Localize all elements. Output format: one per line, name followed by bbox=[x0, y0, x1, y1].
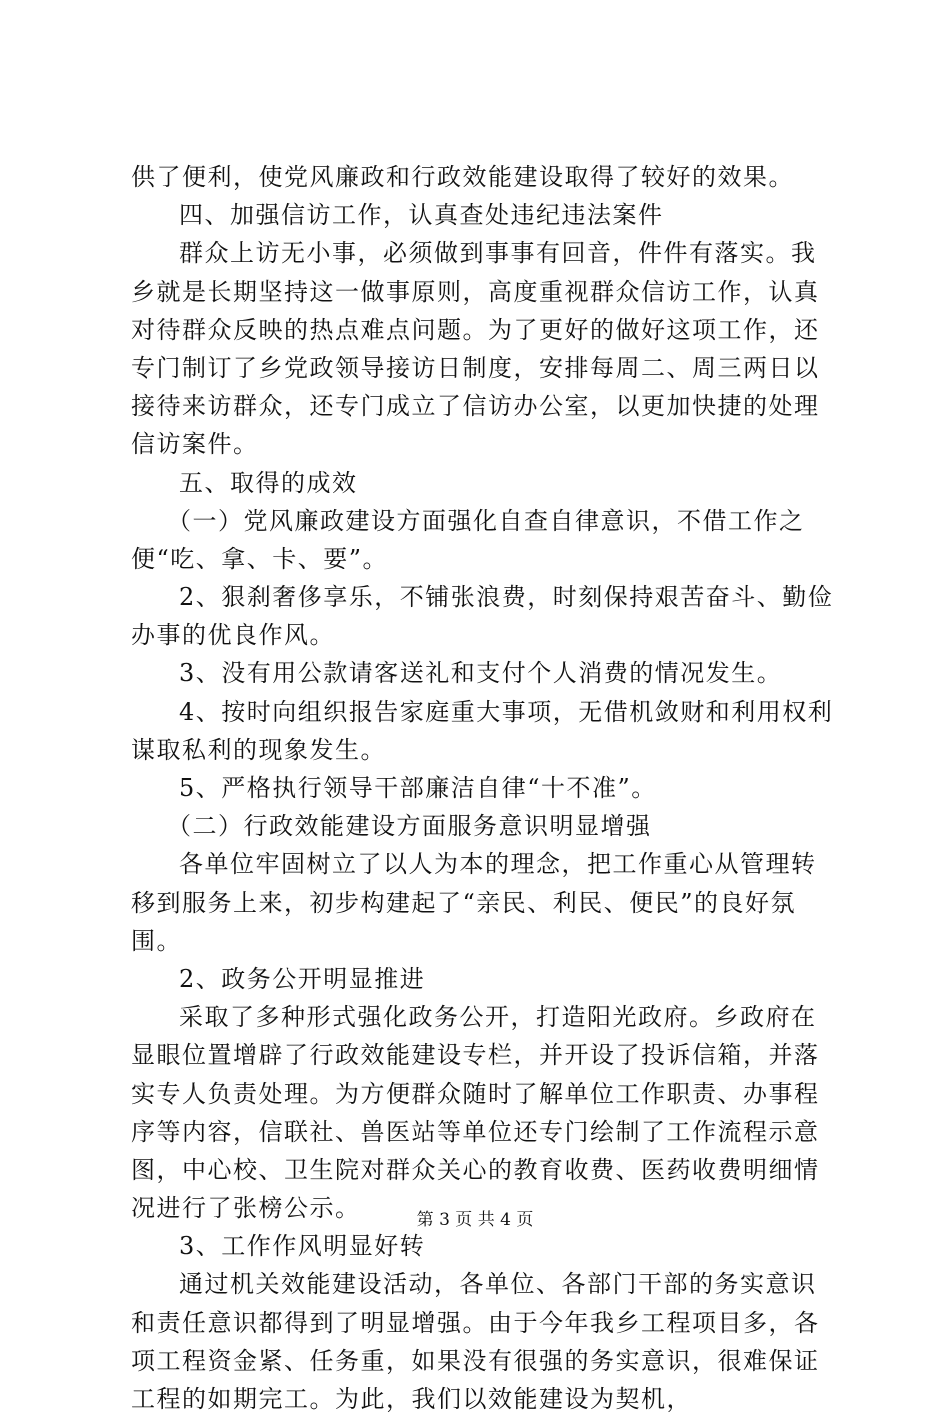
text-line: 移到服务上来，初步构建起了“亲民、利民、便民”的良好氛 bbox=[131, 888, 797, 917]
text-line: 项工程资金紧、任务重，如果没有很强的务实意识，很难保证 bbox=[131, 1346, 820, 1375]
text-line: （一）党风廉政建设方面强化自查自律意识，不借工作之 bbox=[167, 506, 805, 535]
text-line: 各单位牢固树立了以人为本的理念，把工作重心从管理转 bbox=[179, 850, 817, 879]
text-line: 便“吃、拿、卡、要”。 bbox=[131, 544, 389, 573]
text-line: 5、严格执行领导干部廉洁自律“十不准”。 bbox=[179, 774, 657, 802]
text-line: 五、取得的成效 bbox=[179, 468, 358, 497]
text-line: 采取了多种形式强化政务公开，打造阳光政府。乡政府在 bbox=[179, 1003, 817, 1032]
text-line: 信访案件。 bbox=[131, 430, 259, 459]
text-line: 专门制订了乡党政领导接访日制度，安排每周二、周三两日以 bbox=[131, 353, 820, 382]
text-line: 供了便利，使党风廉政和行政效能建设取得了较好的效果。 bbox=[131, 163, 794, 191]
text-line: 四、加强信访工作，认真查处违纪违法案件 bbox=[179, 201, 664, 230]
text-line: 4、按时向组织报告家庭重大事项，无借机敛财和利用权利 bbox=[179, 697, 834, 726]
text-line: 和责任意识都得到了明显增强。由于今年我乡工程项目多，各 bbox=[131, 1308, 820, 1337]
text-line: 办事的优良作风。 bbox=[131, 621, 335, 650]
text-line: 序等内容，信联社、兽医站等单位还专门绘制了工作流程示意 bbox=[131, 1117, 820, 1146]
text-line: 围。 bbox=[131, 926, 182, 955]
page-footer: 第 3 页 共 4 页 bbox=[416, 1210, 534, 1230]
text-line: 通过机关效能建设活动，各单位、各部门干部的务实意识 bbox=[179, 1270, 817, 1299]
text-line: 3、工作作风明显好转 bbox=[179, 1232, 426, 1261]
text-line: 3、没有用公款请客送礼和支付个人消费的情况发生。 bbox=[179, 659, 783, 688]
text-line: 乡就是长期坚持这一做事原则，高度重视群众信访工作，认真 bbox=[131, 277, 820, 306]
text-line: 群众上访无小事，必须做到事事有回音，件件有落实。我 bbox=[179, 239, 817, 268]
text-line: 2、政务公开明显推进 bbox=[179, 964, 426, 993]
text-line: 2、狠刹奢侈享乐，不铺张浪费，时刻保持艰苦奋斗、勤俭 bbox=[179, 583, 834, 612]
text-line: 图，中心校、卫生院对群众关心的教育收费、医药收费明细情 bbox=[131, 1155, 820, 1184]
text-line: 对待群众反映的热点难点问题。为了更好的做好这项工作，还 bbox=[131, 315, 820, 344]
text-line: 况进行了张榜公示。 bbox=[131, 1194, 361, 1223]
text-line: 显眼位置增辟了行政效能建设专栏，并开设了投诉信箱，并落 bbox=[131, 1041, 820, 1070]
text-line: 实专人负责处理。为方便群众随时了解单位工作职责、办事程 bbox=[131, 1079, 820, 1108]
text-line: 接待来访群众，还专门成立了信访办公室，以更加快捷的处理 bbox=[131, 392, 820, 421]
text-line: （二）行政效能建设方面服务意识明显增强 bbox=[167, 812, 652, 841]
text-line: 谋取私利的现象发生。 bbox=[131, 735, 386, 764]
text-line: 工程的如期完工。为此，我们以效能建设为契机， bbox=[131, 1385, 692, 1413]
